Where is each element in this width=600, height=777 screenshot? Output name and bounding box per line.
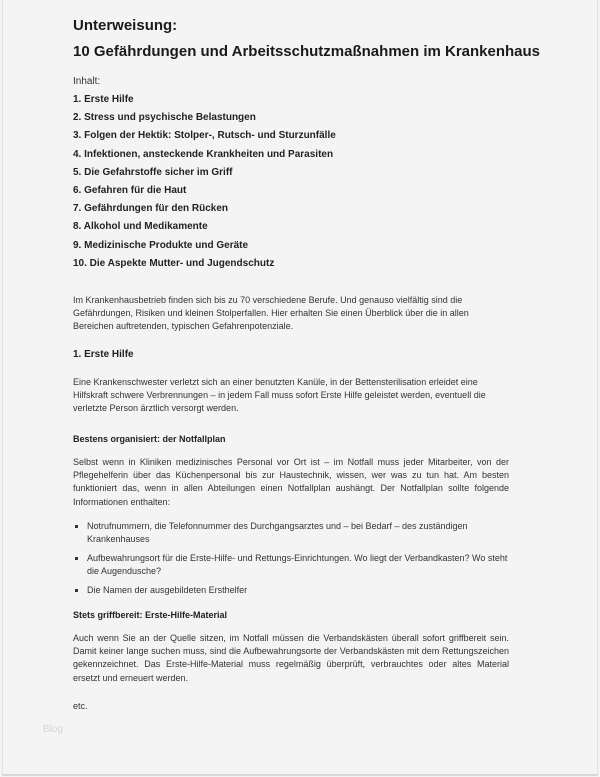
toc-item: 8. Alkohol und Medikamente bbox=[73, 221, 208, 233]
notfallplan-bullet-list bbox=[73, 520, 509, 603]
toc-item: 6. Gefahren für die Haut bbox=[73, 184, 187, 196]
toc-item: 2. Stress und psychische Belastungen bbox=[73, 112, 256, 124]
paragraph-material: Auch wenn Sie an der Quelle sitzen, im Notfall müssen die Verbandskästen überall sofort griffbereit sein. Damit keiner lange suchen muss, sind die Aufbewahrungsorte der Verbandskästen mit dem Rettungszeichen gekennzeichnet. Das Erste-Hilfe-Material muss regelmäßig überprüft, verbrauchtes oder altes Material ersetzt und erneuert werden. bbox=[73, 633, 509, 683]
toc-item: 3. Folgen der Hektik: Stolper-, Rutsch- und Sturzunfälle bbox=[73, 130, 336, 142]
document-subtitle: 10 Gefährdungen und Arbeitsschutzmaßnahmen im Krankenhaus bbox=[73, 43, 541, 60]
document-page bbox=[2, 0, 598, 776]
document-title: Unterweisung: bbox=[73, 17, 178, 34]
toc-item: 10. Die Aspekte Mutter- und Jugendschutz bbox=[73, 257, 275, 269]
list-item: Notrufnummern, die Telefonnummer des Durchgangsarztes und – bei Bedarf – des zuständigen Krankenhauses bbox=[73, 520, 509, 546]
subheading-material: Stets griffbereit: Erste-Hilfe-Material bbox=[73, 610, 228, 620]
toc-item: 7. Gefährdungen für den Rücken bbox=[73, 203, 229, 215]
toc-item: 4. Infektionen, ansteckende Krankheiten und Parasiten bbox=[73, 148, 334, 160]
toc-item: 9. Medizinische Produkte und Geräte bbox=[73, 239, 249, 251]
paragraph-notfallplan: Selbst wenn in Kliniken medizinisches Personal vor Ort ist – im Notfall muss jeder Mitarbeiter, von der Pflegehelferin über das Küchenpersonal bis zur Haustechnik, wissen, wer was zu tun hat. Am besten funktioniert das, wenn in allen Abteilungen einen Notfallplan aushängt. Der Notfallplan sollte folgende Informationen enthalten: bbox=[73, 457, 509, 507]
bullet-icon bbox=[75, 589, 78, 592]
subheading-notfallplan: Bestens organisiert: der Notfallplan bbox=[73, 434, 226, 444]
etc-text: etc. bbox=[73, 701, 88, 711]
list-item: Aufbewahrungsort für die Erste-Hilfe- und Rettungs-Einrichtungen. Wo liegt der Verbandkasten? Wo steht die Augendusche? bbox=[73, 552, 509, 578]
table-of-contents bbox=[73, 94, 336, 276]
bullet-icon bbox=[75, 557, 78, 560]
watermark: Blog bbox=[43, 724, 64, 735]
toc-label: Inhalt: bbox=[73, 76, 101, 87]
toc-item: 1. Erste Hilfe bbox=[73, 94, 134, 105]
list-item: Die Namen der ausgebildeten Ersthelfer bbox=[73, 584, 509, 597]
intro-paragraph: Im Krankenhausbetrieb finden sich bis zu 70 verschiedene Berufe. Und genauso vielfältig sind die Gefährdungen, Risiken und kleinen Stolperfallen. Hier erhalten Sie einen Überblick über die in allen Bereichen auftretenden, typischen Gefahrenpotenziale. bbox=[73, 295, 469, 332]
toc-item: 5. Die Gefahrstoffe sicher im Griff bbox=[73, 166, 233, 178]
section-paragraph-erste-hilfe: Eine Krankenschwester verletzt sich an einer benutzten Kanüle, in der Bettensterilisation erleidet eine Hilfskraft schwere Verbrennungen – in jedem Fall muss sofort Erste Hilfe geleistet werden, eventuell die verletzte Person ärztlich versorgt werden. bbox=[73, 377, 486, 414]
section-heading-erste-hilfe: 1. Erste Hilfe bbox=[73, 349, 134, 360]
bullet-icon bbox=[75, 525, 78, 528]
